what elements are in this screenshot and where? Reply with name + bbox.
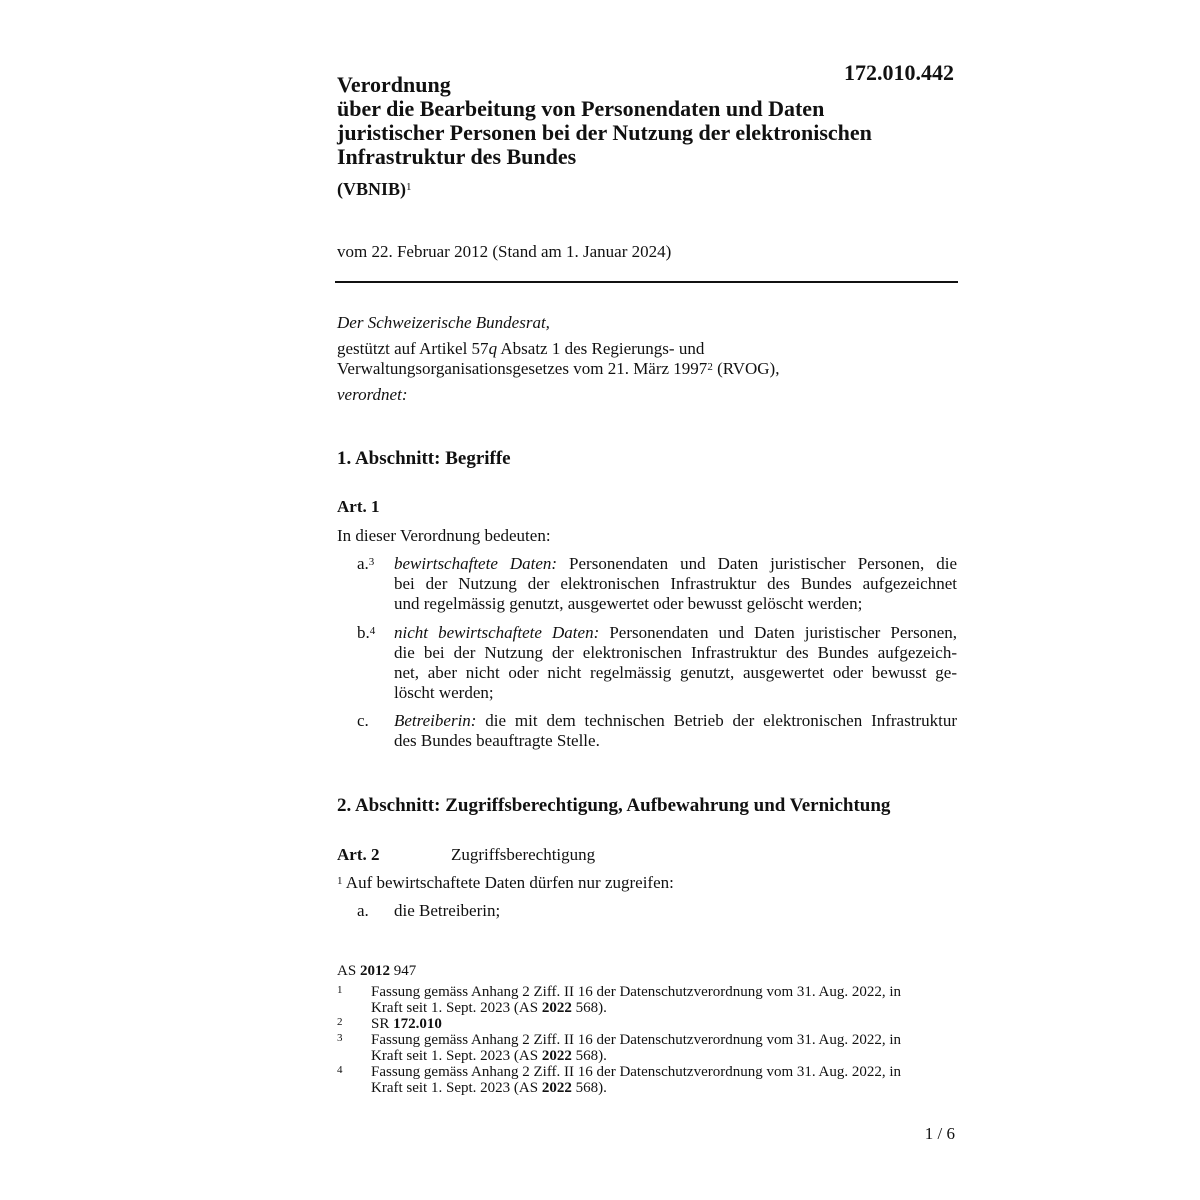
text: 568). — [571, 1048, 607, 1064]
date-line: vom 22. Februar 2012 (Stand am 1. Januar 2024) — [337, 242, 672, 261]
title-line: über die Bearbeitung von Personendaten und Daten — [337, 96, 825, 121]
text-line: net, aber nicht oder nicht regelmässig genutzt, ausgewertet oder bewusst ge- — [394, 663, 957, 682]
text: 2022 — [541, 1000, 572, 1016]
text-line: die Betreiberin; — [394, 901, 501, 920]
abbreviation-text: (VBNIB) — [337, 179, 407, 199]
text: 568). — [571, 1000, 607, 1016]
text: die mit dem technischen Betrieb der elektronischen Infrastruktur — [476, 711, 957, 730]
defined-term: nicht bewirtschaftete Daten: — [394, 623, 600, 642]
text: Kraft seit 1. Sept. 2023 (AS — [371, 1000, 542, 1016]
text: gestützt auf Artikel 57 — [337, 339, 489, 358]
section-title: 2. Abschnitt: Zugriffsberechtigung, Aufbewahrung und Vernichtung — [337, 795, 891, 816]
text: 568). — [571, 1080, 607, 1096]
footnote-number: 1 — [337, 984, 343, 996]
text-line — [394, 711, 957, 731]
footnote-line: Fassung gemäss Anhang 2 Ziff. II 16 der Datenschutzverordnung vom 31. Aug. 2022, in — [371, 984, 902, 1000]
document-abbreviation — [337, 178, 412, 200]
footnote-line — [371, 1016, 957, 1032]
footnote-ref: 1 — [406, 181, 412, 193]
defined-term: bewirtschaftete Daten: — [394, 554, 558, 573]
defined-term: Betreiberin: — [394, 711, 477, 730]
list-item-content — [394, 623, 957, 703]
title-line: Verordnung — [337, 72, 451, 97]
preamble-ordains: verordnet: — [337, 385, 408, 404]
text: Verwaltungsorganisationsgesetzes vom 21. März 1997 — [337, 359, 708, 378]
title-line: juristischer Personen bei der Nutzung der elektronischen — [337, 120, 872, 145]
text-line: des Bundes beauftragte Stelle. — [394, 731, 600, 750]
list-item — [357, 901, 957, 921]
preamble-authority: Der Schweizerische Bundesrat, — [337, 313, 550, 332]
preamble-basis-line — [337, 339, 957, 359]
text-line: und regelmässig genutzt, ausgewertet oder bewusst gelöscht werden; — [394, 594, 863, 613]
paragraph-number: 1 — [337, 875, 343, 887]
official-compilation-ref — [337, 962, 416, 980]
text-line: bei der Nutzung der elektronischen Infrastruktur des Bundes aufgezeichnet — [394, 574, 957, 593]
text: Kraft seit 1. Sept. 2023 (AS — [371, 1080, 542, 1096]
footnote-ref: 3 — [368, 556, 375, 568]
article-number: Art. 1 — [337, 497, 380, 516]
list-item — [357, 554, 957, 614]
text: 172.010 — [393, 1016, 442, 1032]
footnote-number: 3 — [337, 1032, 343, 1044]
section-title: 1. Abschnitt: Begriffe — [337, 448, 511, 469]
text: 947 — [389, 963, 417, 979]
text: 2012 — [359, 963, 390, 979]
footnote-line — [371, 1048, 957, 1064]
footnote — [337, 1016, 957, 1032]
article-intro: In dieser Verordnung bedeuten: — [337, 526, 551, 545]
text-line: löscht werden; — [394, 683, 494, 702]
list-item-content — [394, 711, 957, 751]
text: Kraft seit 1. Sept. 2023 (AS — [371, 1048, 542, 1064]
text: SR — [371, 1016, 394, 1032]
article-heading — [337, 497, 451, 517]
page-number: 1 / 6 — [924, 1124, 955, 1143]
list-marker — [357, 554, 393, 574]
list-item-content — [394, 901, 957, 921]
list-item-content — [394, 554, 957, 614]
list-marker: a. — [357, 901, 369, 920]
list-marker — [357, 623, 393, 643]
text: Absatz 1 des Regierungs- und — [497, 339, 705, 358]
footnote-line — [371, 1000, 957, 1016]
text: Personendaten und Daten juristischer Personen, die — [557, 554, 958, 573]
header-divider — [335, 281, 958, 283]
text: (RVOG), — [712, 359, 780, 378]
footnote — [337, 1064, 957, 1096]
text: 2022 — [541, 1080, 572, 1096]
list-item — [357, 623, 957, 703]
footnote — [337, 1032, 957, 1064]
title-line: Infrastruktur des Bundes — [337, 144, 577, 169]
text: AS — [337, 963, 360, 979]
text-line: die bei der Nutzung der elektronischen Infrastruktur des Bundes aufgezeich- — [394, 643, 957, 662]
footnote-line: Fassung gemäss Anhang 2 Ziff. II 16 der Datenschutzverordnung vom 31. Aug. 2022, in — [371, 1032, 902, 1048]
footnote-ref: 2 — [707, 361, 713, 373]
list-marker: c. — [357, 711, 369, 730]
list-item — [357, 711, 957, 751]
text: Auf bewirtschaftete Daten dürfen nur zugreifen: — [342, 873, 674, 892]
text: q — [488, 339, 498, 358]
sr-number: 172.010.442 — [844, 60, 954, 85]
text-line — [394, 554, 957, 574]
text: Personendaten und Daten juristischer Personen, — [599, 623, 957, 642]
text-line — [394, 623, 957, 643]
preamble-basis-line — [337, 359, 957, 379]
footnote — [337, 984, 957, 1016]
text: a. — [357, 554, 369, 573]
footnote-number: 2 — [337, 1016, 343, 1028]
article-heading — [337, 845, 595, 865]
footnote-line: Fassung gemäss Anhang 2 Ziff. II 16 der Datenschutzverordnung vom 31. Aug. 2022, in — [371, 1064, 902, 1080]
footnote-line — [371, 1080, 957, 1096]
text: 2022 — [541, 1048, 572, 1064]
footnote-number: 4 — [337, 1064, 343, 1076]
article-paragraph — [337, 873, 674, 893]
text: b. — [357, 623, 370, 642]
footnote-ref: 4 — [369, 625, 376, 637]
article-title: Zugriffsberechtigung — [451, 845, 596, 864]
document-title — [337, 73, 957, 169]
article-number: Art. 2 — [337, 845, 380, 864]
